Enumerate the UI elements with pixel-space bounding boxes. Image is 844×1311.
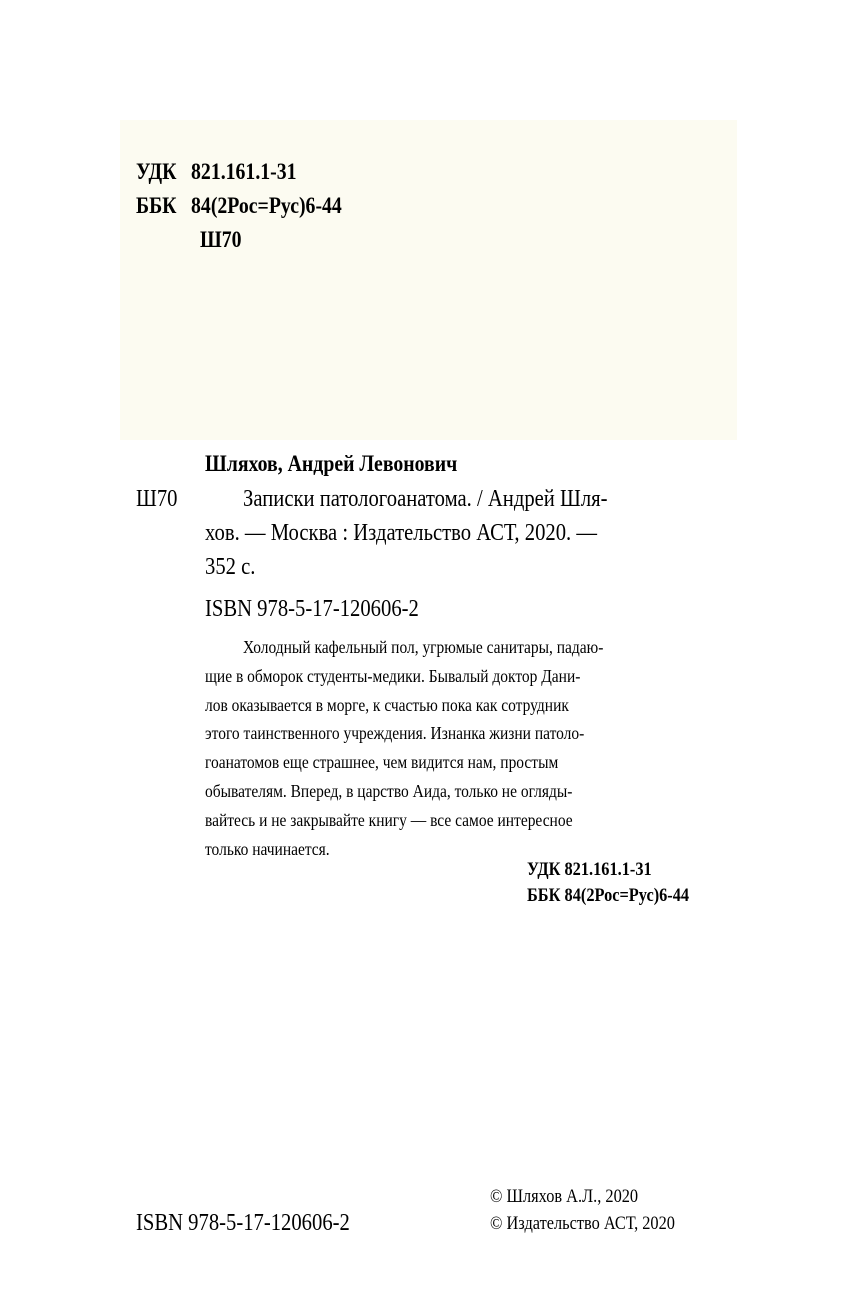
biblio-record xyxy=(205,482,825,584)
annotation-line-5: гоанатомов еще страшнее, чем видится нам, простым xyxy=(205,752,559,773)
author-heading: Шляхов, Андрей Левонович xyxy=(205,451,458,476)
annotation-line-7: вайтесь и не закрывайте книгу — все самое интересное xyxy=(205,809,573,830)
bbk-label: ББК xyxy=(136,193,177,218)
udk-line-bottom: УДК 821.161.1-31 xyxy=(527,859,652,880)
biblio-author-mark: Ш70 xyxy=(136,486,178,512)
bbk-line-top xyxy=(136,189,375,223)
annotation xyxy=(205,633,844,863)
bbk-line-bottom: ББК 84(2Рос=Рус)6-44 xyxy=(527,885,690,906)
isbn-bottom: ISBN 978-5-17-120606-2 xyxy=(136,1210,350,1236)
annotation-line-2: щие в обморок студенты-медики. Бывалый доктор Дани- xyxy=(205,665,581,686)
copyright-block xyxy=(490,1183,705,1237)
annotation-line-1: Холодный кафельный пол, угрюмые санитары, падаю- xyxy=(243,637,604,657)
author-mark-top: Ш70 xyxy=(200,227,242,252)
bbk-value: 84(2Рос=Рус)6-44 xyxy=(191,193,342,218)
annotation-line-3: лов оказывается в морге, к счастью пока как сотрудник xyxy=(205,694,569,715)
annotation-line-6: обывателям. Вперед, в царство Аида, только не огляды- xyxy=(205,780,573,801)
udk-value: 821.161.1-31 xyxy=(191,159,297,184)
copyright-author: © Шляхов А.Л., 2020 xyxy=(490,1186,639,1207)
biblio-line-1: Записки патологоанатома. / Андрей Шля- xyxy=(243,486,608,512)
biblio-line-2: хов. — Москва : Издательство АСТ, 2020. — xyxy=(205,520,597,546)
copyright-publisher: © Издательство АСТ, 2020 xyxy=(490,1213,675,1234)
udk-label: УДК xyxy=(136,159,177,184)
biblio-line-3: 352 с. xyxy=(205,554,256,580)
classification-bottom xyxy=(527,857,715,909)
isbn-main: ISBN 978-5-17-120606-2 xyxy=(205,596,419,622)
annotation-line-8: только начинается. xyxy=(205,838,330,859)
udk-line-top xyxy=(136,155,323,189)
annotation-line-4: этого таинственного учреждения. Изнанка жизни патоло- xyxy=(205,723,585,744)
